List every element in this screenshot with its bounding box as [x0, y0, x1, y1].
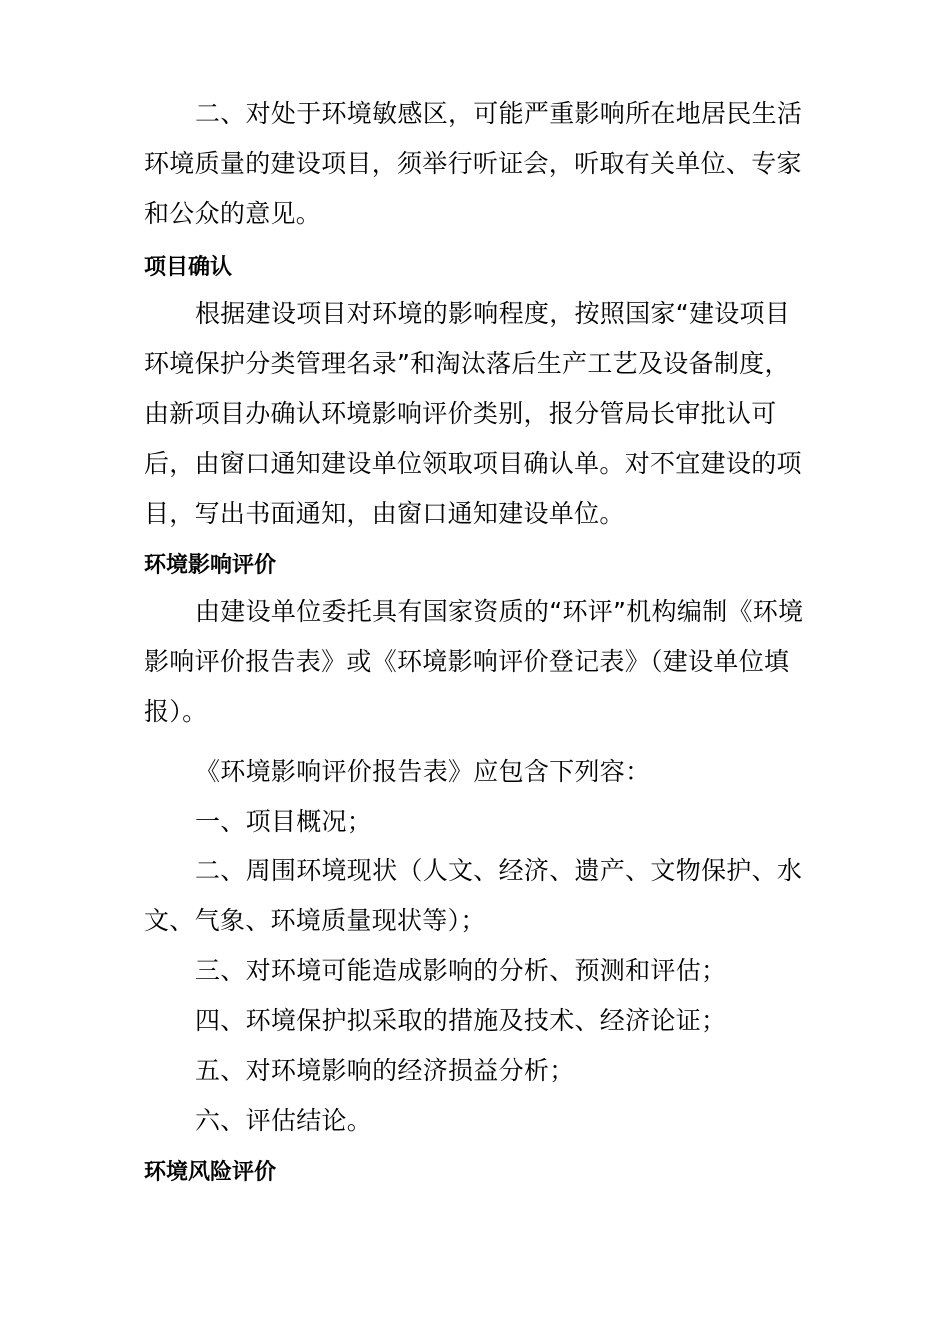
heading-environmental-risk-assessment: 环境风险评价	[144, 1160, 277, 1185]
heading-project-confirmation: 项目确认	[144, 255, 233, 280]
list-item: 六、评估结论。	[195, 1106, 373, 1135]
list-item: 四、环境保护拟采取的措施及技术、经济论证；	[195, 1006, 727, 1035]
intro-paragraph: 二、对处于环境敏感区，可能严重影响所在地居民生活环境质量的建设项目，须举行听证会，听取有关单位、专家和公众的意见。	[144, 99, 803, 228]
eia-paragraph: 由建设单位委托具有国家资质的“环评”机构编制《环境影响评价报告表》或《环境影响评价登记表》（建设单位填报）。	[144, 597, 804, 726]
heading-environmental-impact-assessment: 环境影响评价	[144, 553, 277, 578]
report-contents-intro: 《环境影响评价报告表》应包含下列容：	[195, 757, 651, 786]
project-confirmation-paragraph: 根据建设项目对环境的影响程度，按照国家“建设项目环境保护分类管理名录”和淘汰落后生产工艺及设备制度，由新项目办确认环境影响评价类别，报分管局长审批认可后，由窗口通知建设单位领取项目确认单。对不宜建设的项目，写出书面通知，由窗口通知建设单位。	[144, 299, 802, 528]
list-item: 二、周围环境现状（人文、经济、遗产、文物保护、水文、气象、环境质量现状等）；	[144, 856, 803, 935]
list-item: 五、对环境影响的经济损益分析；	[195, 1056, 575, 1085]
list-item: 一、项目概况；	[195, 807, 373, 836]
list-item: 三、对环境可能造成影响的分析、预测和评估；	[195, 956, 727, 985]
